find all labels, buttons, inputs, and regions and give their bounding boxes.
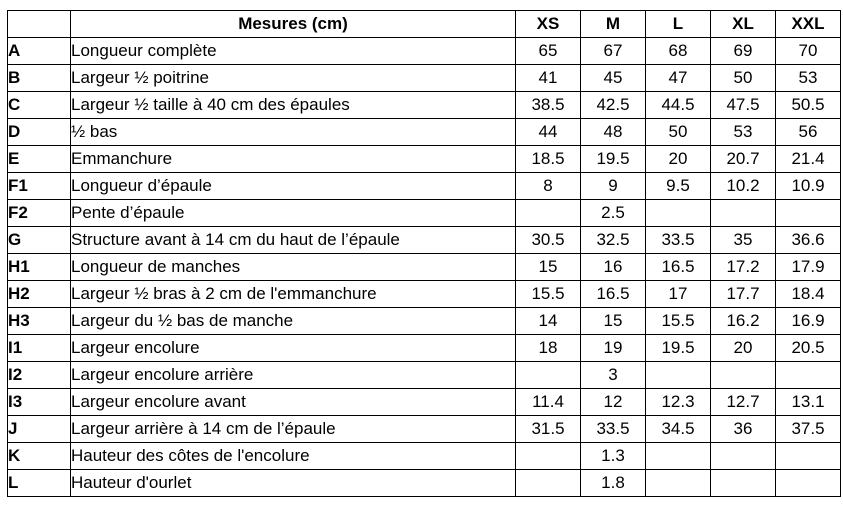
row-label: Largeur arrière à 14 cm de l’épaule (71, 416, 516, 443)
row-label: Longueur d’épaule (71, 173, 516, 200)
row-code: H3 (8, 308, 71, 335)
value-xxl: 50.5 (776, 92, 841, 119)
value-xs: 8 (516, 173, 581, 200)
row-label: ½ bas (71, 119, 516, 146)
value-xl: 35 (711, 227, 776, 254)
header-size-xl: XL (711, 11, 776, 38)
table-row (8, 65, 841, 92)
row-label: Largeur du ½ bas de manche (71, 308, 516, 335)
header-size-xs: XS (516, 11, 581, 38)
value-m: 15 (581, 308, 646, 335)
value-m: 45 (581, 65, 646, 92)
value-xs: 44 (516, 119, 581, 146)
value-xxl: 17.9 (776, 254, 841, 281)
table-row (8, 443, 841, 470)
value-xxl: 13.1 (776, 389, 841, 416)
value-l: 33.5 (646, 227, 711, 254)
value-xxl (776, 470, 841, 497)
value-l: 34.5 (646, 416, 711, 443)
value-xxl: 10.9 (776, 173, 841, 200)
value-m: 33.5 (581, 416, 646, 443)
table-row (8, 362, 841, 389)
row-label: Emmanchure (71, 146, 516, 173)
value-xxl: 20.5 (776, 335, 841, 362)
size-chart (7, 10, 841, 497)
value-xl: 20.7 (711, 146, 776, 173)
value-xxl: 16.9 (776, 308, 841, 335)
value-xs: 30.5 (516, 227, 581, 254)
value-xs (516, 443, 581, 470)
row-code: C (8, 92, 71, 119)
row-label: Largeur ½ poitrine (71, 65, 516, 92)
value-xl: 69 (711, 38, 776, 65)
value-xxl (776, 200, 841, 227)
value-xxl (776, 443, 841, 470)
table-row (8, 335, 841, 362)
header-size-xxl: XXL (776, 11, 841, 38)
value-l: 50 (646, 119, 711, 146)
value-l: 15.5 (646, 308, 711, 335)
value-xl: 12.7 (711, 389, 776, 416)
value-xs: 18 (516, 335, 581, 362)
table-row (8, 281, 841, 308)
value-m: 42.5 (581, 92, 646, 119)
value-m: 19.5 (581, 146, 646, 173)
row-label: Hauteur d'ourlet (71, 470, 516, 497)
value-m: 1.8 (581, 470, 646, 497)
header-row (8, 11, 841, 38)
value-xl: 17.2 (711, 254, 776, 281)
row-code: G (8, 227, 71, 254)
value-xl: 50 (711, 65, 776, 92)
value-xl: 16.2 (711, 308, 776, 335)
value-xs: 14 (516, 308, 581, 335)
value-xs (516, 362, 581, 389)
value-xxl: 37.5 (776, 416, 841, 443)
value-m: 12 (581, 389, 646, 416)
table-row (8, 92, 841, 119)
row-code: F1 (8, 173, 71, 200)
value-xs: 15 (516, 254, 581, 281)
row-code: I2 (8, 362, 71, 389)
value-xxl: 18.4 (776, 281, 841, 308)
row-label: Largeur encolure arrière (71, 362, 516, 389)
value-l (646, 470, 711, 497)
value-xxl: 36.6 (776, 227, 841, 254)
row-label: Longueur complète (71, 38, 516, 65)
row-code: H1 (8, 254, 71, 281)
value-xxl (776, 362, 841, 389)
value-m: 32.5 (581, 227, 646, 254)
value-m: 16 (581, 254, 646, 281)
table-row (8, 308, 841, 335)
value-xl (711, 362, 776, 389)
value-xs: 65 (516, 38, 581, 65)
row-code: L (8, 470, 71, 497)
value-xl: 10.2 (711, 173, 776, 200)
value-xxl: 56 (776, 119, 841, 146)
value-xs: 11.4 (516, 389, 581, 416)
value-l: 12.3 (646, 389, 711, 416)
row-label: Longueur de manches (71, 254, 516, 281)
value-l: 17 (646, 281, 711, 308)
table-row (8, 227, 841, 254)
row-code: H2 (8, 281, 71, 308)
value-xs: 38.5 (516, 92, 581, 119)
value-xl: 20 (711, 335, 776, 362)
row-code: D (8, 119, 71, 146)
value-m: 48 (581, 119, 646, 146)
value-l: 47 (646, 65, 711, 92)
value-xs (516, 200, 581, 227)
value-xs: 41 (516, 65, 581, 92)
value-xs: 31.5 (516, 416, 581, 443)
table-row (8, 38, 841, 65)
table-row (8, 119, 841, 146)
value-xl: 53 (711, 119, 776, 146)
header-code-cell (8, 11, 71, 38)
value-l: 44.5 (646, 92, 711, 119)
value-xl (711, 470, 776, 497)
value-m: 16.5 (581, 281, 646, 308)
value-l: 19.5 (646, 335, 711, 362)
value-xl: 36 (711, 416, 776, 443)
row-label: Largeur ½ taille à 40 cm des épaules (71, 92, 516, 119)
header-size-m: M (581, 11, 646, 38)
value-m: 3 (581, 362, 646, 389)
header-size-l: L (646, 11, 711, 38)
row-code: E (8, 146, 71, 173)
value-m: 2.5 (581, 200, 646, 227)
value-m: 67 (581, 38, 646, 65)
row-code: A (8, 38, 71, 65)
value-xl (711, 200, 776, 227)
value-l (646, 362, 711, 389)
value-l: 68 (646, 38, 711, 65)
row-code: I3 (8, 389, 71, 416)
row-code: K (8, 443, 71, 470)
table-row (8, 146, 841, 173)
value-l (646, 443, 711, 470)
value-xs: 15.5 (516, 281, 581, 308)
table-row (8, 254, 841, 281)
row-code: I1 (8, 335, 71, 362)
row-label: Largeur encolure avant (71, 389, 516, 416)
row-label: Structure avant à 14 cm du haut de l’épaule (71, 227, 516, 254)
value-l (646, 200, 711, 227)
value-xl: 17.7 (711, 281, 776, 308)
size-table (7, 10, 841, 497)
value-xl (711, 443, 776, 470)
table-row (8, 389, 841, 416)
value-m: 19 (581, 335, 646, 362)
value-l: 9.5 (646, 173, 711, 200)
value-xs (516, 470, 581, 497)
value-m: 1.3 (581, 443, 646, 470)
value-xxl: 21.4 (776, 146, 841, 173)
value-xxl: 53 (776, 65, 841, 92)
row-code: B (8, 65, 71, 92)
header-label-cell: Mesures (cm) (71, 11, 516, 38)
value-m: 9 (581, 173, 646, 200)
value-xl: 47.5 (711, 92, 776, 119)
table-row (8, 200, 841, 227)
row-label: Largeur ½ bras à 2 cm de l'emmanchure (71, 281, 516, 308)
row-label: Largeur encolure (71, 335, 516, 362)
row-code: F2 (8, 200, 71, 227)
table-row (8, 416, 841, 443)
table-row (8, 173, 841, 200)
value-xxl: 70 (776, 38, 841, 65)
row-label: Hauteur des côtes de l'encolure (71, 443, 516, 470)
row-code: J (8, 416, 71, 443)
row-label: Pente d’épaule (71, 200, 516, 227)
value-l: 20 (646, 146, 711, 173)
table-row (8, 470, 841, 497)
value-xs: 18.5 (516, 146, 581, 173)
value-l: 16.5 (646, 254, 711, 281)
